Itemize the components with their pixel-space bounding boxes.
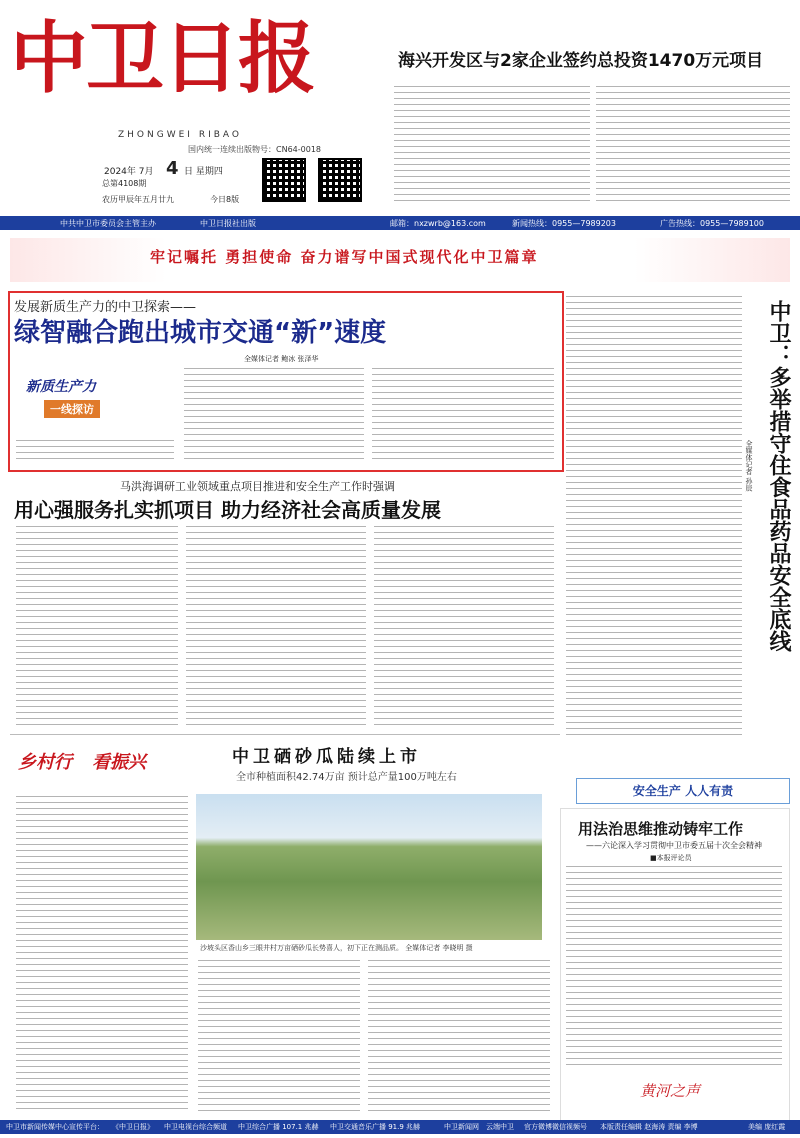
- feature-title: 绿智融合跑出城市交通“新”速度: [14, 318, 387, 348]
- watermelon-body-3: [368, 960, 550, 1114]
- banner-slogan: 牢记嘱托 勇担使命 奋力谱写中国式现代化中卫篇章: [150, 248, 539, 266]
- footer-item: 本版责任编辑 赵海涛 责编 李博: [600, 1123, 698, 1131]
- qr-code-icon: [262, 158, 306, 202]
- village-label-1: 乡村行: [18, 752, 72, 773]
- logo-line-2: 一线探访: [44, 400, 100, 418]
- law-column-subtitle: ——六论深入学习贯彻中卫市委五届十次全会精神: [586, 841, 762, 850]
- photo-caption: 沙坡头区香山乡三眼井村万亩硒砂瓜长势喜人，初下正在测品质。 全媒体记者 李晓明 摄: [200, 944, 473, 952]
- second-title: 用心强服务扎实抓项目 助力经济社会高质量发展: [14, 498, 441, 522]
- sponsor-text: 中共中卫市委员会主管主办: [60, 219, 156, 228]
- feature-body-1: [16, 440, 174, 464]
- section-divider: [10, 734, 560, 735]
- side-story-body: [566, 296, 742, 736]
- date-day: 4: [166, 158, 179, 179]
- feature-kicker: 发展新质生产力的中卫探索——: [14, 300, 197, 315]
- feature-body-2: [184, 368, 364, 464]
- news-phone-text: 新闻热线：0955—7989203: [512, 219, 616, 228]
- qr-code-icon: [318, 158, 362, 202]
- watermelon-body-1: [16, 796, 188, 1114]
- safety-slogan: 安全生产 人人有责: [576, 778, 790, 804]
- cn-number: 国内统一连续出版物号：CN64-0018: [188, 145, 321, 154]
- second-body-2: [186, 526, 366, 726]
- logo-line-1: 新质生产力: [26, 379, 96, 395]
- watermelon-title: 中卫硒砂瓜陆续上市: [232, 747, 421, 767]
- top-story-body-2: [596, 86, 790, 204]
- email-text: 邮箱：nxzwrb@163.com: [390, 219, 486, 228]
- footer-bar: [0, 1120, 800, 1134]
- village-section-label: [18, 742, 164, 788]
- watermelon-body-2: [198, 960, 360, 1114]
- ad-phone-text: 广告热线：0955—7989100: [660, 219, 764, 228]
- footer-item: 中卫交通音乐广播 91.9 兆赫: [330, 1123, 421, 1131]
- footer-item: 中卫新闻网: [444, 1123, 479, 1131]
- footer-item: 中卫综合广播 107.1 兆赫: [238, 1123, 319, 1131]
- melon-field-photo: [196, 794, 542, 940]
- footer-item: 中卫市新闻传媒中心宣传平台：: [6, 1123, 104, 1131]
- publisher-text: 中卫日报社出版: [200, 219, 256, 228]
- law-column-footer: 黄河之声: [640, 1082, 701, 1100]
- top-story-body: [394, 86, 590, 204]
- footer-item: 官方微博微信视频号: [524, 1123, 587, 1131]
- side-story-byline: 全媒体记者 孙辰: [745, 440, 753, 492]
- second-body-1: [16, 526, 178, 726]
- date-year-month: 2024年 7月: [104, 167, 154, 177]
- footer-item: 《中卫日报》: [112, 1123, 154, 1131]
- page-count: 今日8版: [210, 195, 240, 204]
- info-bar: [0, 216, 800, 230]
- second-body-3: [374, 526, 554, 726]
- top-headline: 海兴开发区与2家企业签约总投资1470万元项目: [398, 51, 764, 71]
- law-column-byline: ■本报评论员: [650, 854, 692, 862]
- date-weekday: 日 星期四: [184, 167, 223, 177]
- masthead-pinyin: ZHONGWEI RIBAO: [118, 130, 242, 140]
- masthead-title: 中卫日报: [10, 13, 315, 104]
- footer-item: 云端中卫: [486, 1123, 514, 1131]
- law-column-body: [566, 866, 782, 1066]
- feature-logo: [16, 366, 124, 434]
- village-label-2: 看振兴: [92, 752, 146, 773]
- feature-body-3: [372, 368, 554, 464]
- second-kicker: 马洪海调研工业领域重点项目推进和安全生产工作时强调: [120, 480, 395, 493]
- feature-byline: 全媒体记者 鲍冰 张泽华: [244, 355, 319, 363]
- law-column-title: 用法治思维推动铸牢工作: [578, 820, 744, 838]
- footer-item: 中卫电视台综合频道: [164, 1123, 227, 1131]
- footer-item: 美编 庞红霞: [748, 1123, 786, 1131]
- watermelon-subtitle: 全市种植面积42.74万亩 预计总产量100万吨左右: [236, 772, 457, 783]
- issue-number: 总第4108期: [102, 179, 147, 188]
- lunar-date: 农历甲辰年五月廿九: [102, 195, 174, 204]
- side-story-title: 中卫：多举措守住食品药品安全底线: [766, 300, 791, 652]
